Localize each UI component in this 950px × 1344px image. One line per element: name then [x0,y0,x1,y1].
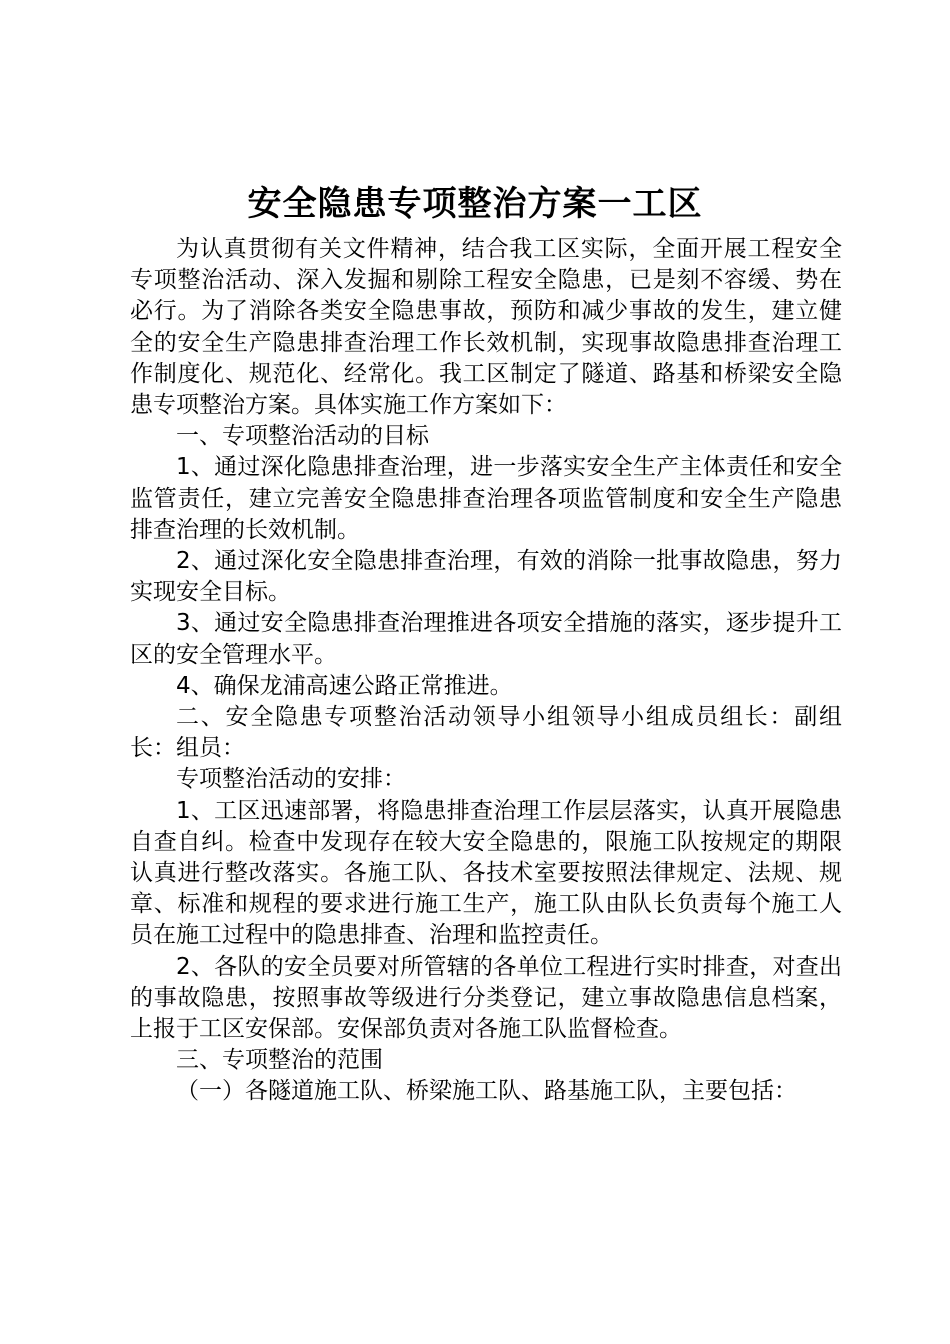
paragraph-intro: 为认真贯彻有关文件精神，结合我工区实际，全面开展工程安全专项整治活动、深入发掘和剔除工程安全隐患，已是刻不容缓、势在必行。为了消除各类安全隐患事故，预防和减少事故的发生，建立健全的安全生产隐患排查治理工作长效机制，实现事故隐患排查治理工作制度化、规范化、经常化。我工区制定了隧道、路基和桥梁安全隐患专项整治方案。具体实施工作方案如下： [130,236,842,419]
paragraph-goal-2: 2、通过深化安全隐患排查治理，有效的消除一批事故隐患，努力实现安全目标。 [130,548,842,606]
paragraph-goal-3: 3、通过安全隐患排查治理推进各项安全措施的落实，逐步提升工区的安全管理水平。 [130,610,842,668]
paragraph-arrangement-2: 2、各队的安全员要对所管辖的各单位工程进行实时排查，对查出的事故隐患，按照事故等级进行分类登记，建立事故隐患信息档案，上报于工区安保部。安保部负责对各施工队监督检查。 [130,953,842,1043]
paragraph-scope-1: （一）各隧道施工队、桥梁施工队、路基施工队，主要包括： [176,1078,797,1105]
section-heading-goals: 一、专项整治活动的目标 [176,423,429,450]
section-heading-scope: 三、专项整治的范围 [176,1047,383,1074]
document-body [130,234,842,1108]
section-heading-arrangement: 专项整治活动的安排： [176,766,406,793]
paragraph-arrangement-1: 1、工区迅速部署，将隐患排查治理工作层层落实，认真开展隐患自查自纠。检查中发现存在较大安全隐患的，限施工队按规定的期限认真进行整改落实。各施工队、各技术室要按照法律规定、法规、规章、标准和规程的要求进行施工生产，施工队由队长负责每个施工人员在施工过程中的隐患排查、治理和监控责任。 [130,797,842,949]
document-title: 安全隐患专项整治方案一工区 [247,184,703,224]
section-heading-leadership: 二、安全隐患专项整治活动领导小组领导小组成员组长：副组长：组员： [130,704,842,762]
paragraph-goal-1: 1、通过深化隐患排查治理，进一步落实安全生产主体责任和安全监管责任，建立完善安全隐患排查治理各项监管制度和安全生产隐患排查治理的长效机制。 [130,454,842,543]
paragraph-goal-4: 4、确保龙浦高速公路正常推进。 [176,672,513,699]
